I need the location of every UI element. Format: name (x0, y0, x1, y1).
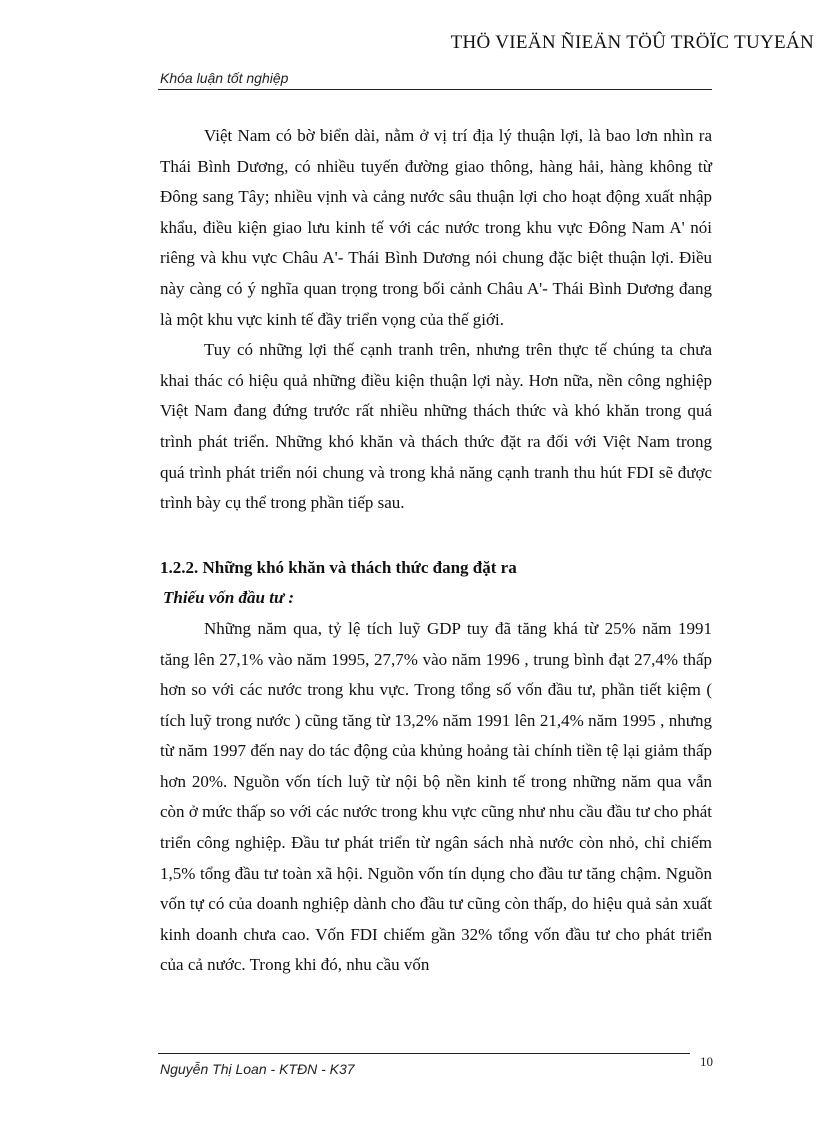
document-body (160, 121, 712, 981)
running-header-title: Khóa luận tốt nghiệp (160, 70, 289, 86)
watermark-text: THÖ VIEÄN ÑIEÄN TÖÛ TRÖÏC TUYEÁN (450, 32, 814, 53)
paragraph-investment-capital: Những năm qua, tỷ lệ tích luỹ GDP tuy đã tăng khá từ 25% năm 1991 tăng lên 27,1% vào năm 1995, 27,7% vào năm 1996 , trung bình đạt 27,4% thấp hơn so với các nước trong khu vực. Trong tổng số vốn đầu tư, phần tiết kiệm ( tích luỹ trong nước ) cũng tăng từ 13,2% năm 1991 lên 21,4% năm 1995 , nhưng từ năm 1997 đến nay do tác động của khủng hoảng tài chính tiền tệ lại giảm thấp hơn 20%. Nguồn vốn tích luỹ từ nội bộ nền kinh tế trong những năm qua vẫn còn ở mức thấp so với các nước trong khu vực cũng như nhu cầu đầu tư cho phát triển công nghiệp. Đầu tư phát triển từ ngân sách nhà nước còn nhỏ, chỉ chiếm 1,5% tổng đầu tư toàn xã hội. Nguồn vốn tín dụng cho đầu tư tăng chậm. Nguồn vốn tự có của doanh nghiệp dành cho đầu tư cũng còn thấp, do hiệu quả sản xuất kinh doanh chưa cao. Vốn FDI chiếm gần 32% tổng vốn đầu tư cho phát triển của cả nước. Trong khi đó, nhu cầu vốn (160, 618, 712, 975)
paragraph-competitive-challenges: Tuy có những lợi thế cạnh tranh trên, nhưng trên thực tế chúng ta chưa khai thác có hiệu quả những điều kiện thuận lợi này. Hơn nữa, nền công nghiệp Việt Nam đang đứng trước rất nhiều những thách thức và khó khăn trong quá trình phát triển. Những khó khăn và thách thức đặt ra đối với Việt Nam trong quá trình phát triển nói chung và trong khả năng cạnh tranh thu hút FDI sẽ được trình bày cụ thể trong phần tiếp sau. (160, 340, 712, 513)
page-number: 10 (700, 1054, 713, 1069)
section-heading: 1.2.2. Những khó khăn và thách thức đang đặt ra (160, 557, 517, 577)
footer-author: Nguyễn Thị Loan - KTĐN - K37 (160, 1061, 355, 1077)
footer-divider (158, 1053, 690, 1054)
section-subheading: Thiếu vốn đầu tư : (163, 588, 295, 608)
header-divider (158, 89, 712, 90)
paragraph-location-advantage: Việt Nam có bờ biển dài, nằm ở vị trí địa lý thuận lợi, là bao lơn nhìn ra Thái Bình Dương, có nhiều tuyến đường giao thông, hàng hải, hàng không từ Đông sang Tây; nhiều vịnh và cảng nước sâu thuận lợi cho hoạt động xuất nhập khẩu, điều kiện giao lưu kinh tế với các nước trong khu vực Đông Nam A' nói riêng và khu vực Châu A'- Thái Bình Dương nói chung đặc biệt thuận lợi. Điều này càng có ý nghĩa quan trọng trong bối cảnh Châu A'- Thái Bình Dương đang là một khu vực kinh tế đầy triển vọng của thế giới. (160, 126, 712, 329)
